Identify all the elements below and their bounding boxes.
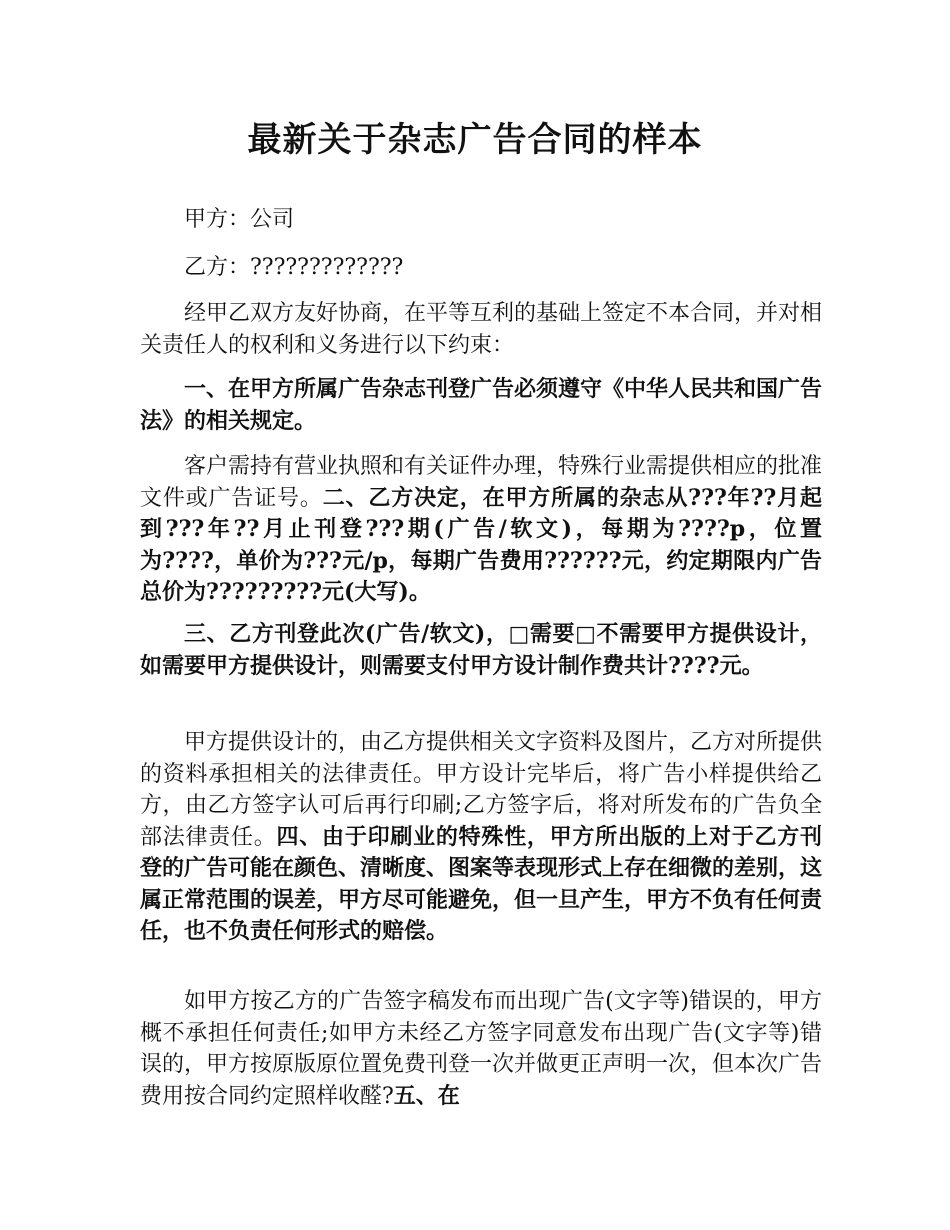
clause-3-body-text: 甲方提供设计的，由乙方提供相关文字资料及图片，乙方对所提供的资料承担相关的法律责任。甲方设计完毕后，将广告小样提供给乙方，由乙方签字认可后再行印刷;乙方签字后，将对所发布的广告负全部法律责任。 [140,730,823,850]
intro-paragraph [140,298,822,361]
intro-text: 经甲乙双方友好协商，在平等互利的基础上签定不本合同，并对相关责任人的权利和义务进行以下约束： [140,301,823,358]
clause-3-heading [140,619,822,682]
clause-3-4-paragraph [140,727,822,948]
clause-2-heading-text: 二、乙方决定，在甲方所属的杂志从???年??月起到???年??月止刊登???期(广告/软文)，每期为????p，位置为????，单价为???元/p，每期广告费用??????元，约定期限内广告总价为?????????元(大写)。 [140,484,822,605]
party-b-line [140,252,822,284]
party-a-text: 甲方：公司 [184,207,295,232]
clause-5-heading-start: 五、在 [393,1082,460,1109]
clause-1-heading [140,374,822,437]
clause-4-5-paragraph [140,986,822,1112]
clause-1-body-text: 客户需持有营业执照和有关证件办理，特殊行业需提供相应的批准文件或广告证号。 [140,454,823,511]
document-title: 最新关于杂志广告合同的样本 [247,120,703,160]
clause-4-body-text: 如甲方按乙方的广告签字稿发布而出现广告(文字等)错误的，甲方概不承担任何责任;如甲方未经乙方签字同意发布出现广告(文字等)错误的，甲方按原版原位置免费刊登一次并做更正声明一次，但本次广告费用按合同约定照样收醛? [140,989,823,1109]
clause-1-2-paragraph [140,451,822,609]
clause-3-heading-text: 三、乙方刊登此次(广告/软文)，□需要□不需要甲方提供设计，如需要甲方提供设计，则需要支付甲方设计制作费共计????元。 [140,621,822,679]
party-a-line [140,204,822,236]
clause-4-heading-text: 四、由于印刷业的特殊性，甲方所出版的上对于乙方刊登的广告可能在颜色、清晰度、图案等表现形式上存在细微的差别，这属正常范围的误差，甲方尽可能避免，但一旦产生，甲方不负有任何责任，也不负责任何形式的赔偿。 [140,823,823,944]
clause-1-heading-text: 一、在甲方所属广告杂志刊登广告必须遵守《中华人民共和国广告法》的相关规定。 [140,376,823,434]
party-b-text: 乙方：????????????? [184,255,404,280]
